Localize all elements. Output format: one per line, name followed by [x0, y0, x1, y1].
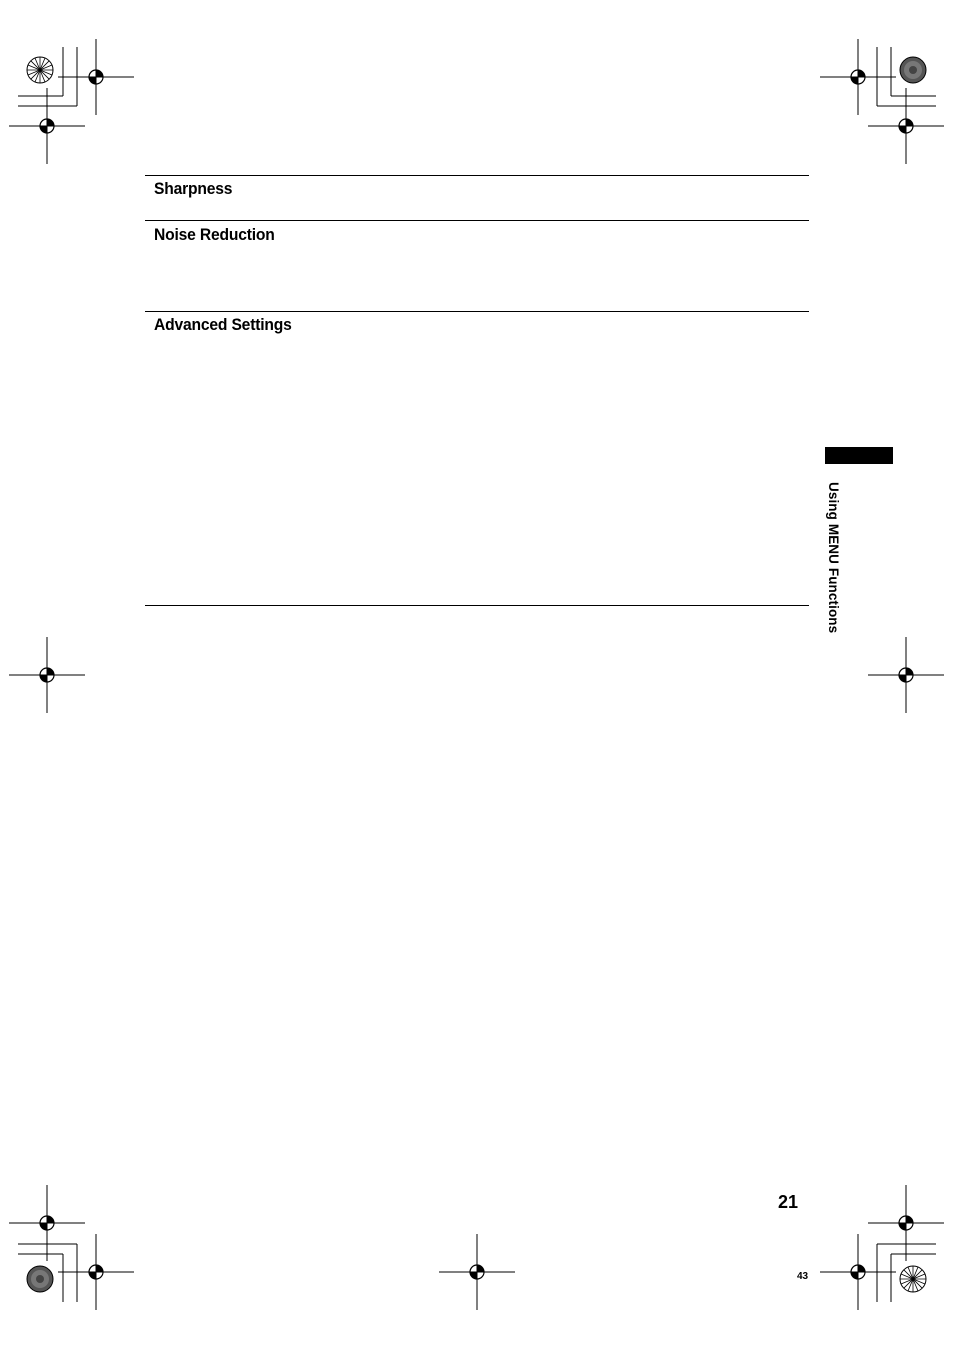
chapter-tab-label: Using MENU Functions: [826, 482, 841, 634]
registration-mark-icon: [868, 1185, 944, 1261]
registration-mark-icon: [58, 39, 134, 115]
registration-mark-icon: [820, 1234, 896, 1310]
registration-star-icon: [27, 57, 53, 83]
registration-mark-icon: [58, 1234, 134, 1310]
heading-sharpness: Sharpness: [154, 179, 233, 198]
registration-mark-icon: [9, 637, 85, 713]
registration-mark-icon: [868, 88, 944, 164]
print-page-number: 43: [797, 1271, 809, 1282]
registration-mark-icon: [439, 1234, 515, 1310]
registration-mark-icon: [868, 637, 944, 713]
registration-star-icon: [27, 1266, 53, 1292]
registration-mark-icon: [9, 88, 85, 164]
registration-star-icon: [900, 1266, 926, 1292]
registration-mark-icon: [9, 1185, 85, 1261]
page-number: 21: [778, 1192, 799, 1212]
heading-advanced-settings: Advanced Settings: [154, 315, 292, 334]
heading-noise-reduction: Noise Reduction: [154, 225, 275, 244]
registration-star-icon: [900, 57, 926, 83]
registration-mark-icon: [820, 39, 896, 115]
